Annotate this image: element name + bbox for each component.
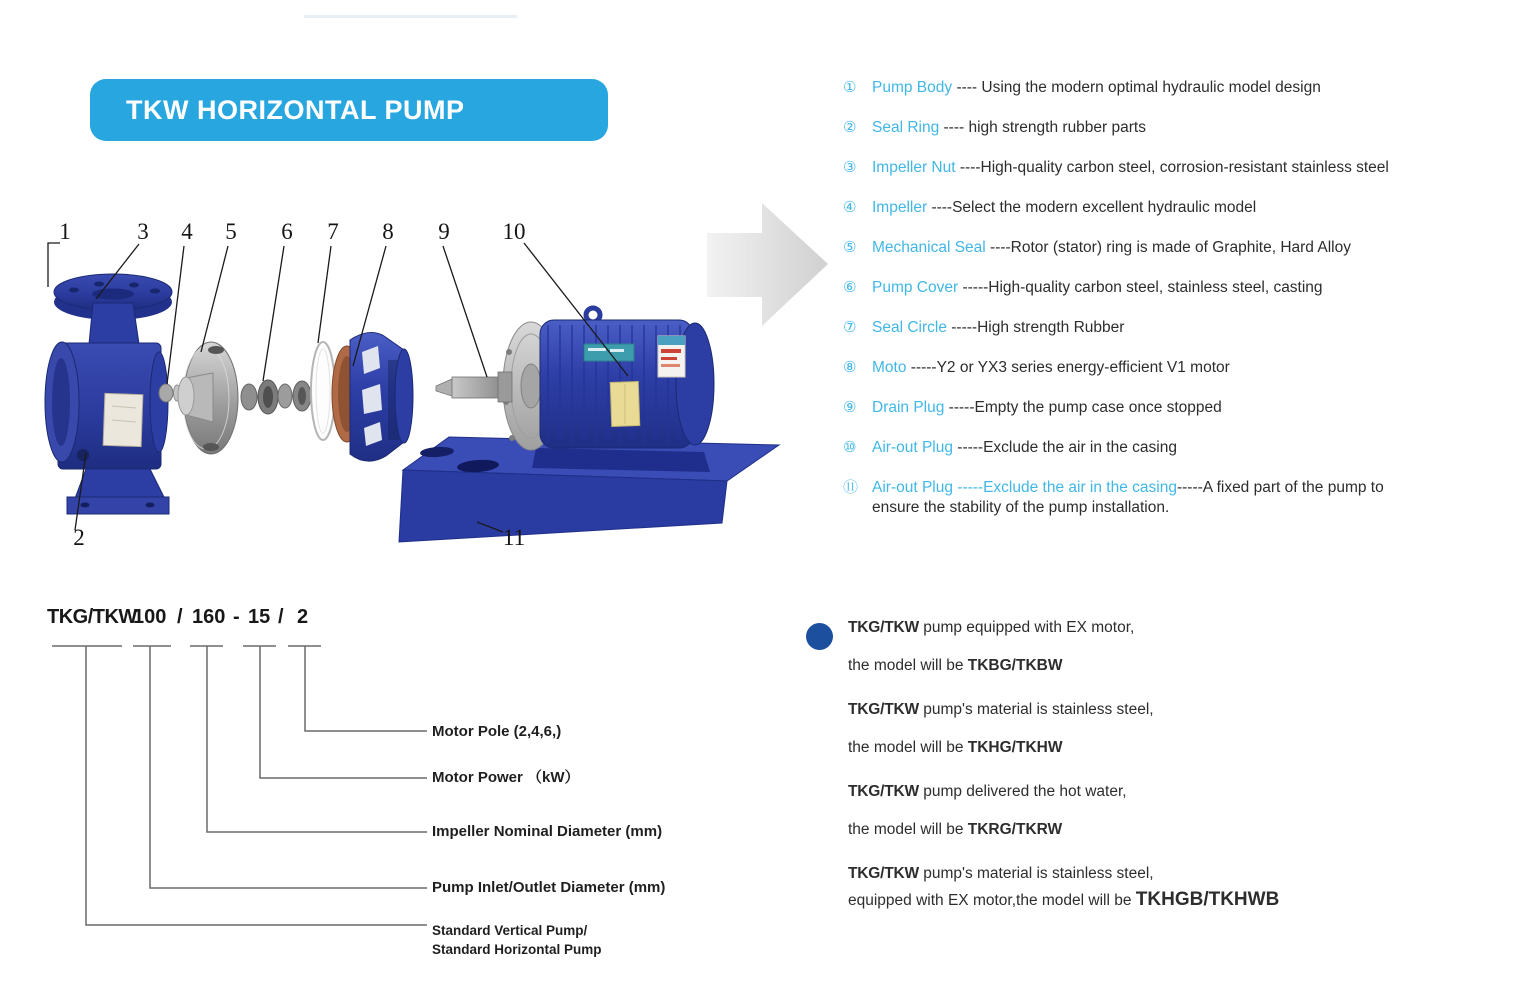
model-code-tree-lines — [52, 646, 427, 925]
variant-model-prefix: TKG/TKW — [848, 619, 919, 636]
model-code-label: Motor Power （kW） — [432, 769, 580, 786]
model-code-segment: - — [233, 606, 240, 628]
variant-model-prefix: TKG/TKW — [848, 701, 919, 718]
part-number-label: 4 — [181, 219, 193, 244]
part-description-wrap: ensure the stability of the pump installation. — [872, 499, 1170, 516]
part-description-item — [843, 278, 1498, 297]
part-description-item — [843, 398, 1498, 417]
variant-group — [848, 700, 1468, 758]
variant-result-line — [848, 656, 1468, 676]
part-description: ----Rotor (stator) ring is made of Graphite, Hard Alloy — [985, 239, 1351, 256]
part-circled-number: ⑧ — [843, 359, 857, 376]
model-code-segment: 100 — [133, 606, 167, 628]
pump-base-part — [399, 437, 779, 542]
variant-model-code: TKRG/TKRW — [967, 821, 1063, 838]
variant-result-text: the model will be — [848, 821, 968, 838]
impeller-nut-part — [159, 384, 181, 402]
variant-condition-line — [848, 618, 1468, 638]
part-number-label: 9 — [438, 219, 450, 244]
part-description-item — [843, 158, 1498, 177]
variant-model-code: TKBG/TKBW — [967, 657, 1063, 674]
part-name: Seal Ring — [872, 119, 940, 136]
variant-model-prefix: TKG/TKW — [848, 865, 919, 882]
part-description: ----High-quality carbon steel, corrosion-resistant stainless steel — [955, 159, 1389, 176]
part-description: -----Y2 or YX3 series energy-efficient V1 motor — [906, 359, 1230, 376]
part-description: ---- high strength rubber parts — [939, 119, 1146, 136]
part-description-item — [843, 198, 1498, 217]
part-circled-number: ① — [843, 79, 857, 96]
part-name: Impeller Nut — [872, 159, 956, 176]
model-code-label: Impeller Nominal Diameter (mm) — [432, 823, 663, 840]
variant-model-code: TKHG/TKHW — [967, 739, 1063, 756]
part-number-label: 3 — [137, 219, 149, 244]
variant-condition-text: pump equipped with EX motor, — [918, 619, 1135, 636]
part-number-label: 1 — [59, 219, 71, 244]
part-name: Impeller — [872, 199, 928, 216]
variant-condition-line — [848, 782, 1468, 802]
variant-condition-text: pump delivered the hot water, — [918, 783, 1127, 800]
impeller-part — [178, 342, 238, 454]
motor-part — [436, 308, 714, 450]
product-title-banner — [90, 79, 608, 141]
part-description: -----Empty the pump case once stopped — [944, 399, 1222, 416]
arrow-right-icon — [707, 203, 828, 326]
part-number-label: 8 — [382, 219, 394, 244]
model-code-label-line1: Standard Vertical Pump/ — [432, 923, 588, 938]
variant-result-text: equipped with EX motor,the model will be — [848, 892, 1136, 909]
part-name: Mechanical Seal — [872, 239, 986, 256]
variant-condition-text: pump's material is stainless steel, — [918, 701, 1154, 718]
part-name: Pump Cover — [872, 279, 959, 296]
bullet-icon — [806, 623, 833, 650]
part-description-item — [843, 118, 1498, 137]
part-number-label: 7 — [327, 219, 339, 244]
part-circled-number: ⑤ — [843, 239, 857, 256]
variant-result-line — [848, 820, 1468, 840]
part-description-item — [843, 238, 1498, 257]
variant-result-text: the model will be — [848, 739, 968, 756]
model-code-label — [432, 921, 602, 959]
part-description: ---- Using the modern optimal hydraulic model design — [952, 79, 1321, 96]
part-circled-number: ③ — [843, 159, 857, 176]
part-description-item — [843, 478, 1498, 517]
part-description-item — [843, 358, 1498, 377]
pump-body-part — [45, 274, 172, 514]
part-number-label: 2 — [73, 525, 85, 550]
model-code-segment: / — [278, 606, 284, 628]
model-variants-section — [848, 618, 1468, 935]
parts-description-list — [843, 78, 1498, 538]
part-circled-number: ⑪ — [843, 479, 859, 496]
part-description-item — [843, 78, 1498, 97]
pump-cover-part — [332, 333, 413, 462]
mechanical-seal-parts — [241, 380, 311, 414]
part-number-label: 5 — [225, 219, 237, 244]
variant-condition-line — [848, 864, 1468, 884]
model-code-segment: 2 — [297, 606, 309, 628]
part-number-label: 11 — [502, 525, 526, 550]
model-code-label: Motor Pole (2,4,6,) — [432, 723, 562, 740]
part-circled-number: ⑨ — [843, 399, 857, 416]
top-faint-line — [304, 15, 517, 18]
model-code-segment: / — [177, 606, 183, 628]
part-number-label: 10 — [502, 219, 526, 244]
part-circled-number: ⑥ — [843, 279, 857, 296]
part-description: -----Exclude the air in the casing — [952, 439, 1177, 456]
part-number-label: 6 — [281, 219, 293, 244]
page-title: TKW HORIZONTAL PUMP — [126, 94, 465, 125]
part-description-item — [843, 318, 1498, 337]
part-circled-number: ⑦ — [843, 319, 857, 336]
variant-condition-line — [848, 700, 1468, 720]
part-description: -----High-quality carbon steel, stainless steel, casting — [958, 279, 1323, 296]
variant-group — [848, 864, 1468, 911]
model-code-label: Pump Inlet/Outlet Diameter (mm) — [432, 879, 666, 896]
model-code-segment: TKG/TKW — [47, 606, 137, 628]
part-circled-number: ⑩ — [843, 439, 857, 456]
variant-group — [848, 782, 1468, 840]
part-description: ----Select the modern excellent hydraulic model — [927, 199, 1257, 216]
variant-model-prefix: TKG/TKW — [848, 783, 919, 800]
part-name: Seal Circle — [872, 319, 947, 336]
variant-model-code: TKHGB/TKHWB — [1135, 889, 1280, 910]
part-description-item — [843, 438, 1498, 457]
variant-result-line — [848, 890, 1468, 911]
part-name: Moto — [872, 359, 907, 376]
part-circled-number: ② — [843, 119, 857, 136]
variant-condition-text: pump's material is stainless steel, — [918, 865, 1154, 882]
part-name: Drain Plug — [872, 399, 945, 416]
part-description: -----High strength Rubber — [946, 319, 1125, 336]
variant-result-line — [848, 738, 1468, 758]
part-circled-number: ④ — [843, 199, 857, 216]
model-code-segment: 160 — [192, 606, 226, 628]
part-name: Air-out Plug -----Exclude the air in the casing — [872, 479, 1177, 496]
model-code-segment: 15 — [248, 606, 271, 628]
model-code-label-line2: Standard Horizontal Pump — [432, 942, 602, 957]
variant-result-text: the model will be — [848, 657, 968, 674]
part-name: Air-out Plug — [872, 439, 953, 456]
variant-group — [848, 618, 1468, 676]
part-name: Pump Body — [872, 79, 953, 96]
part-description: -----A fixed part of the pump to — [1176, 479, 1384, 496]
seal-circle-part — [311, 342, 335, 440]
